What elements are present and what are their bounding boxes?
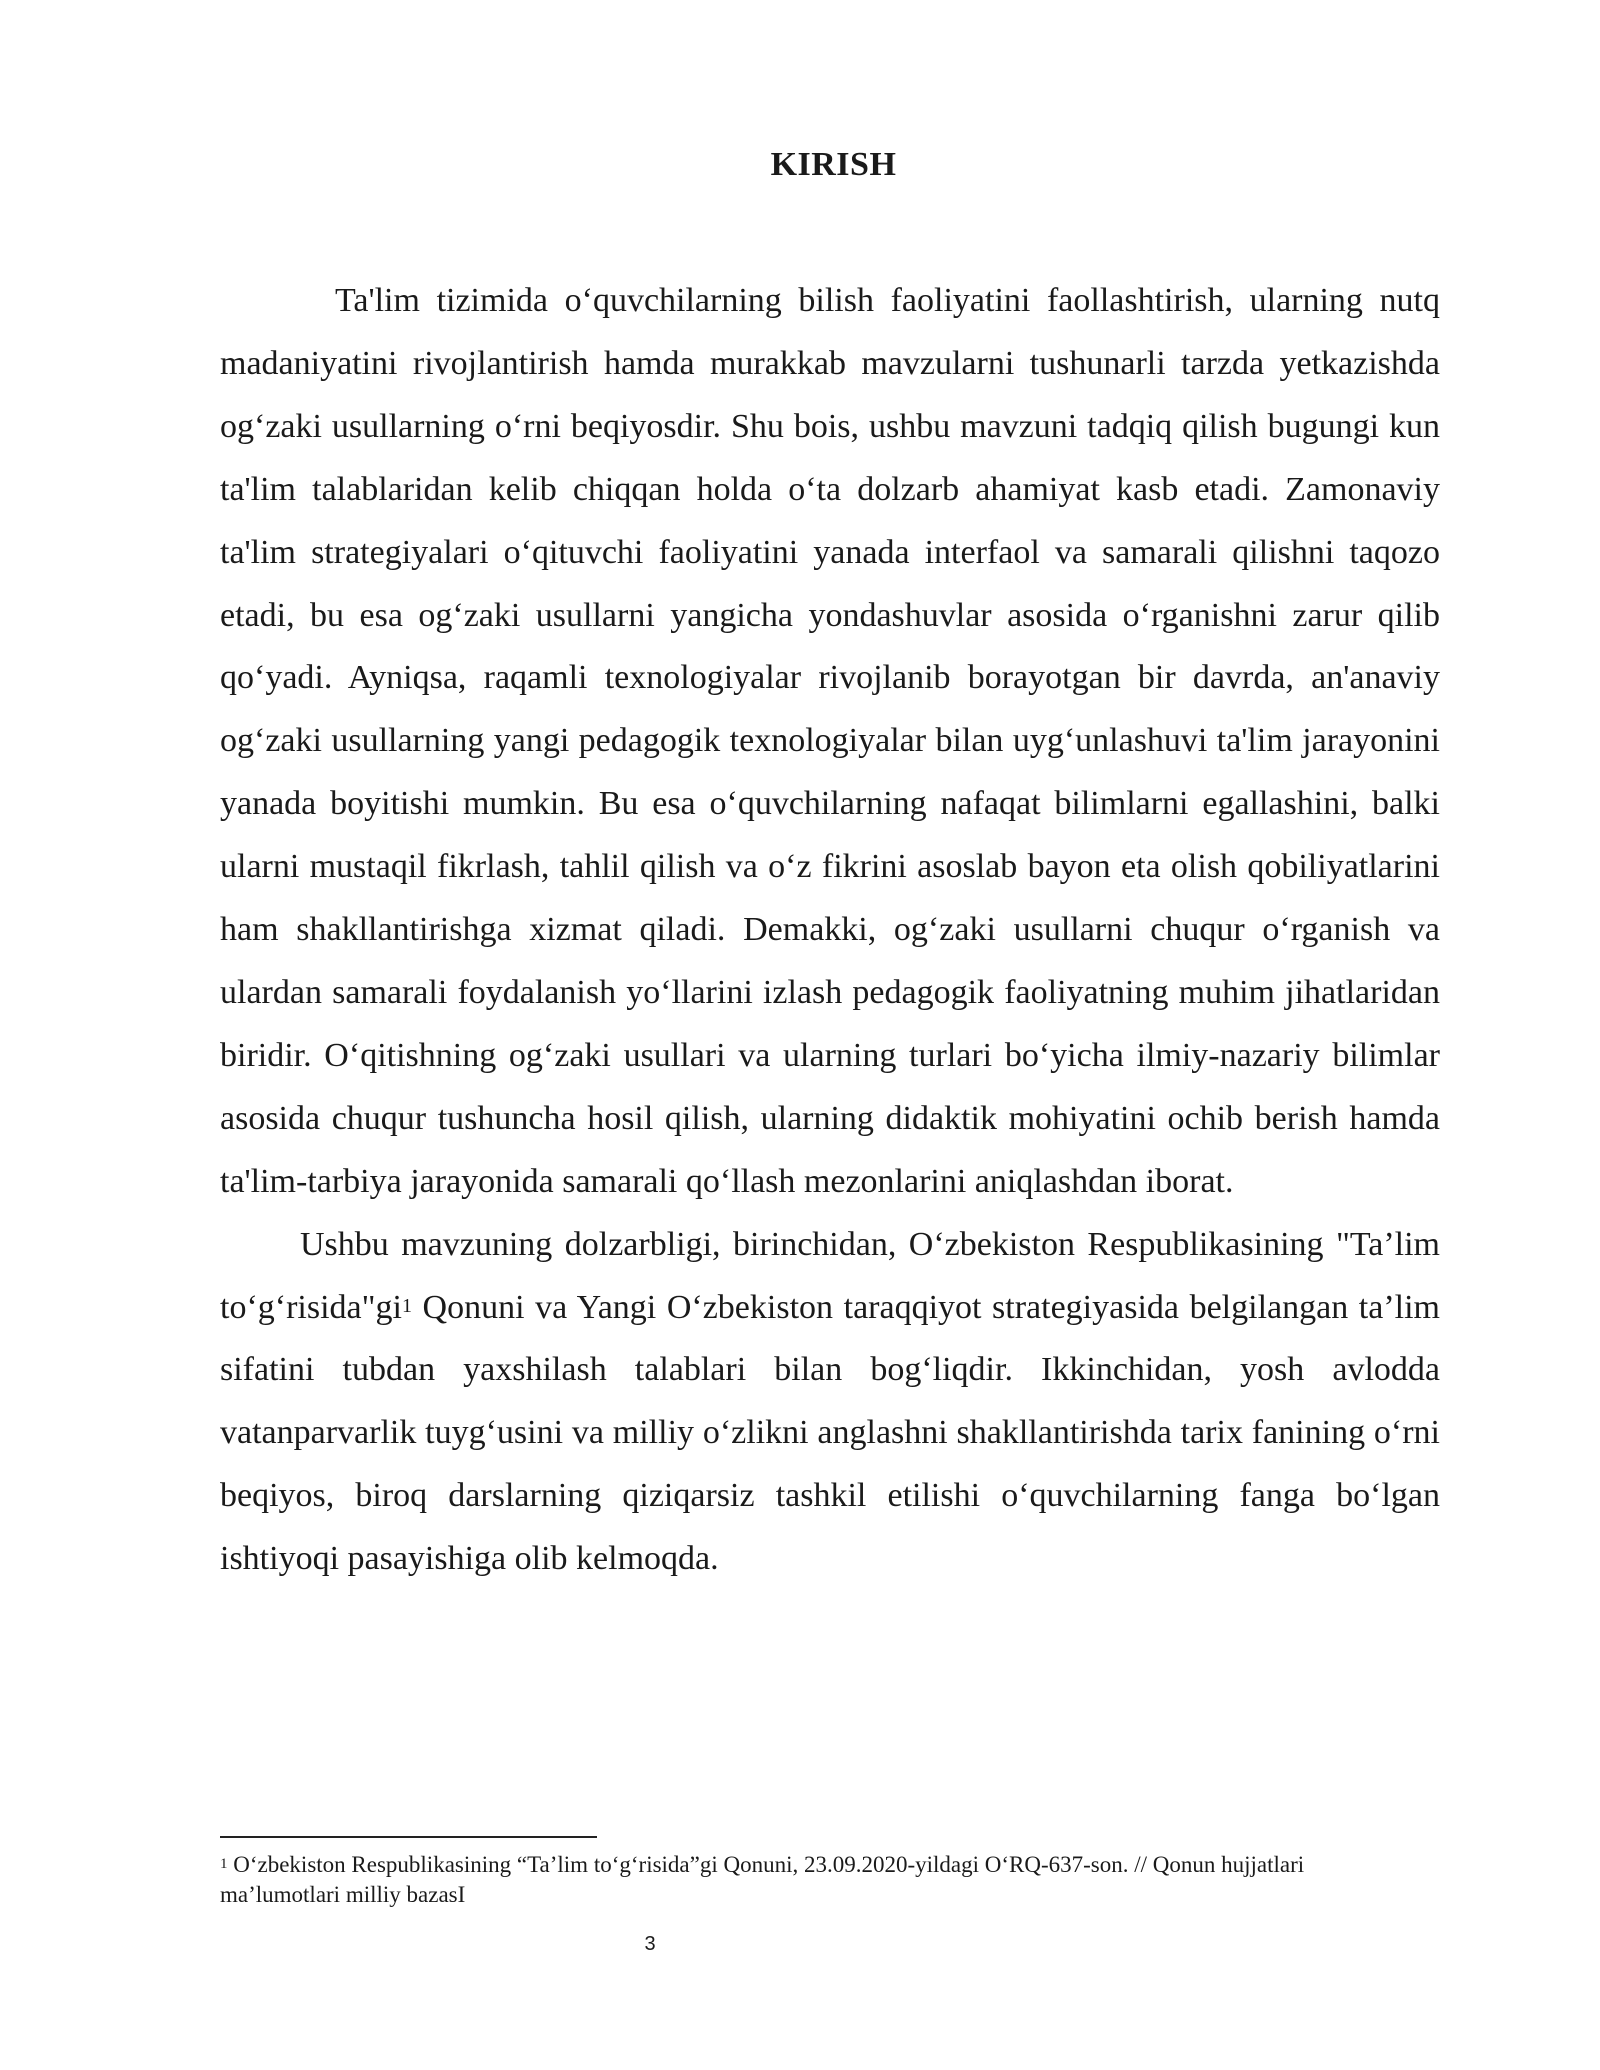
paragraph-2-text-start: Ushbu mavzuning dolzarbligi, birinchidan, O‘zbekiston Respublikasining "Ta’lim to‘g‘risida"gi [220,1225,1440,1326]
footnote-number: 1 [220,1856,228,1872]
page-number: 3 [644,1933,656,1955]
page-title: KIRISH [770,146,897,183]
footnote-separator [220,1836,597,1838]
paragraph-2 [220,1214,1440,1591]
paragraph-2-text-end: Qonuni va Yangi O‘zbekiston taraqqiyot strategiyasida belgilangan ta’lim sifatini tubdan yaxshilash talablari bilan bog‘liqdir. Ikkinchidan, yosh avlodda vatanparvarlik tuyg‘usini va milliy o‘zlikni anglashni shakllantirishda tarix fanining o‘rni beqiyos, biroq darslarning qiziqarsiz tashkil etilishi o‘quvchilarning fanga bo‘lgan ishtiyoqi pasayishiga olib kelmoqda. [220,1288,1440,1578]
footnote-text: O‘zbekiston Respublikasining “Ta’lim to‘g‘risida”gi Qonuni, 23.09.2020-yildagi O‘RQ-637-son. // Qonun hujjatlari ma’lumotlari milliy bazasI [220,1852,1305,1907]
paragraph-1: Ta'lim tizimida o‘quvchilarning bilish faoliyatini faollashtirish, ularning nutq madaniyatini rivojlantirish hamda murakkab mavzularni tushunarli tarzda yetkazishda og‘zaki usullarning o‘rni beqiyosdir. Shu bois, ushbu mavzuni tadqiq qilish bugungi kun ta'lim talablaridan kelib chiqqan holda o‘ta dolzarb ahamiyat kasb etadi. Zamonaviy ta'lim strategiyalari o‘qituvchi faoliyatini yanada interfaol va samarali qilishni taqozo etadi, bu esa og‘zaki usullarni yangicha yondashuvlar asosida o‘rganishni zarur qilib qo‘yadi. Ayniqsa, raqamli texnologiyalar rivojlanib borayotgan bir davrda, an'anaviy og‘zaki usullarning yangi pedagogik texnologiyalar bilan uyg‘unlashuvi ta'lim jarayonini yanada boyitishi mumkin. Bu esa o‘quvchilarning nafaqat bilimlarni egallashini, balki ularni mustaqil fikrlash, tahlil qilish va o‘z fikrini asoslab bayon eta olish qobiliyatlarini ham shakllantirishga xizmat qiladi. Demakki, og‘zaki usullarni chuqur o‘rganish va ulardan samarali foydalanish yo‘llarini izlash pedagogik faoliyatning muhim jihatlaridan biridir. O‘qitishning og‘zaki usullari va ularning turlari bo‘yicha ilmiy-nazariy bilimlar asosida chuqur tushuncha hosil qilish, ularning didaktik mohiyatini ochib berish hamda ta'lim-tarbiya jarayonida samarali qo‘llash mezonlarini aniqlashdan iborat. [220,282,1440,1200]
main-text [220,270,1440,1591]
footnote [220,1850,1370,1910]
footnote-reference[interactable]: 1 [401,1294,412,1317]
